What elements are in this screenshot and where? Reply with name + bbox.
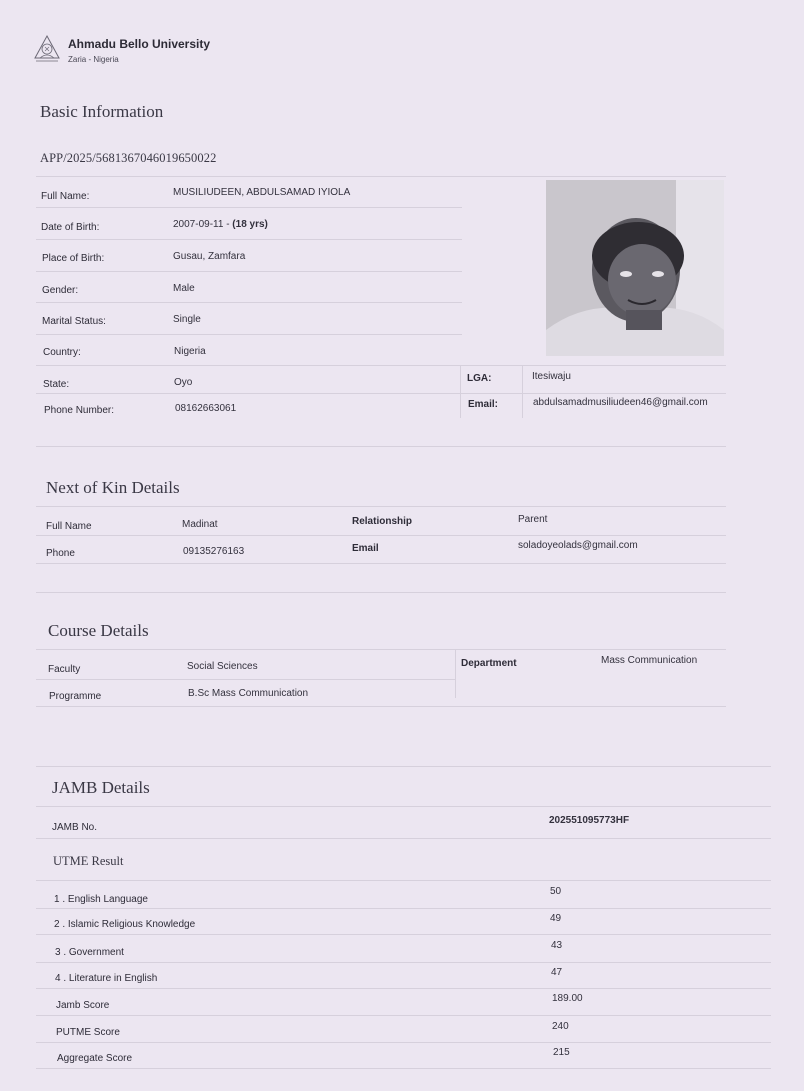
marital-status-value: Single [173, 314, 201, 325]
kin-email-label: Email [352, 543, 379, 554]
department-value: Mass Communication [601, 655, 698, 666]
kin-full-name-label: Full Name [46, 521, 92, 532]
gender-label: Gender: [42, 285, 79, 296]
phone-number-value: 08162663061 [175, 403, 237, 414]
faculty-value: Social Sciences [187, 661, 258, 672]
university-name: Ahmadu Bello University [68, 37, 211, 51]
kin-phone-value: 09135276163 [183, 546, 245, 557]
jamb-no-label: JAMB No. [52, 822, 98, 833]
putme-score-value: 240 [552, 1021, 569, 1032]
jamb-score-value: 189.00 [552, 993, 583, 1004]
result-irk-label: 2 . Islamic Religious Knowledge [54, 919, 196, 930]
university-location: Zaria - Nigeria [68, 55, 119, 64]
department-label: Department [461, 658, 517, 669]
lga-value: Itesiwaju [532, 371, 571, 382]
result-literature-value: 47 [551, 967, 563, 978]
aggregate-score-value: 215 [553, 1047, 570, 1058]
putme-score-label: PUTME Score [56, 1027, 120, 1038]
result-english-label: 1 . English Language [54, 894, 148, 905]
gender-value: Male [173, 283, 195, 294]
full-name-value: MUSILIUDEEN, ABDULSAMAD IYIOLA [173, 187, 351, 198]
jamb-no-value: 202551095773HF [549, 815, 630, 826]
date-of-birth-label: Date of Birth: [41, 222, 100, 233]
programme-value: B.Sc Mass Communication [188, 688, 309, 699]
basic-info-heading: Basic Information [40, 102, 164, 121]
applicant-photo [546, 180, 724, 356]
phone-number-label: Phone Number: [44, 405, 115, 416]
state-label: State: [43, 379, 70, 390]
kin-phone-label: Phone [46, 548, 75, 559]
result-english-value: 50 [550, 886, 562, 897]
result-government-label: 3 . Government [55, 947, 124, 958]
course-heading: Course Details [48, 621, 149, 640]
programme-label: Programme [49, 691, 102, 702]
application-number: APP/2025/5681367046019650022 [40, 151, 217, 165]
age-value: (18 yrs) [232, 219, 268, 230]
full-name-label: Full Name: [41, 191, 90, 202]
result-literature-label: 4 . Literature in English [55, 973, 158, 984]
kin-full-name-value: Madinat [182, 519, 218, 530]
place-of-birth-label: Place of Birth: [42, 253, 105, 264]
marital-status-label: Marital Status: [42, 316, 106, 327]
email-label: Email: [468, 399, 499, 410]
result-irk-value: 49 [550, 913, 562, 924]
kin-email-value: soladoyeolads@gmail.com [518, 540, 638, 551]
result-government-value: 43 [551, 940, 563, 951]
next-of-kin-heading: Next of Kin Details [46, 478, 180, 497]
lga-label: LGA: [467, 373, 492, 384]
state-value: Oyo [174, 377, 193, 388]
country-label: Country: [43, 347, 81, 358]
jamb-score-label: Jamb Score [56, 1000, 110, 1011]
utme-result-heading: UTME Result [53, 854, 124, 868]
country-value: Nigeria [174, 346, 206, 357]
date-of-birth-value: 2007-09-11 - (18 yrs) [173, 219, 268, 230]
faculty-label: Faculty [48, 664, 81, 675]
email-value: abdulsamadmusiliudeen46@gmail.com [533, 397, 708, 408]
place-of-birth-value: Gusau, Zamfara [173, 251, 246, 262]
university-crest-icon [32, 34, 62, 64]
kin-relationship-label: Relationship [352, 516, 413, 527]
aggregate-score-label: Aggregate Score [57, 1053, 133, 1064]
kin-relationship-value: Parent [518, 514, 548, 525]
jamb-heading: JAMB Details [52, 778, 150, 797]
